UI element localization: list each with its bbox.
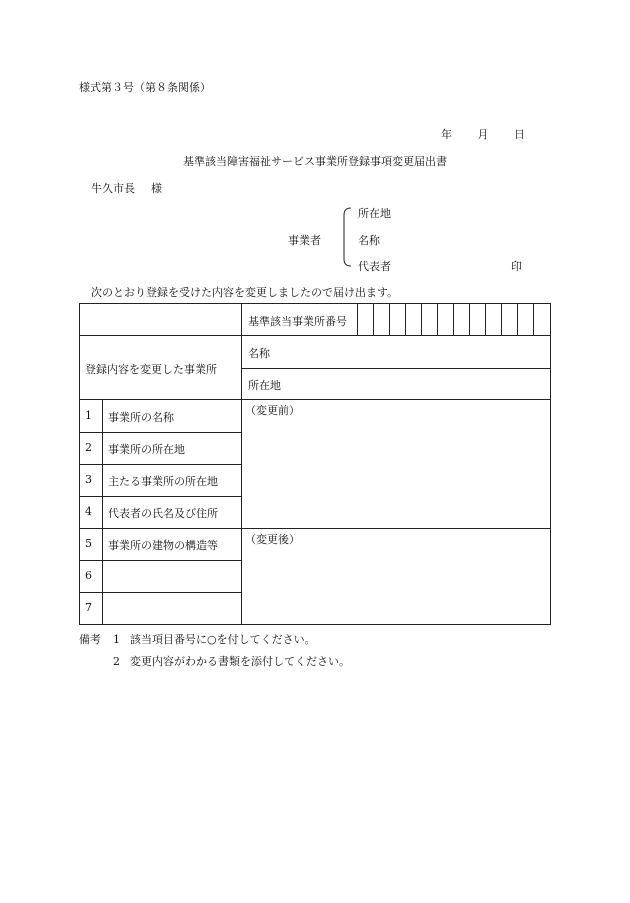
office-number-box-divider <box>469 303 470 335</box>
date-line <box>441 126 525 142</box>
note-text: 該当項目番号に○を付してください。 <box>130 633 316 646</box>
note-number: 1 <box>113 633 120 646</box>
table-rule <box>79 592 241 593</box>
applicant-name-label: 名称 <box>358 234 380 247</box>
item-label: 主たる事業所の所在地 <box>108 475 218 488</box>
applicant-representative-label: 代表者 <box>358 260 391 273</box>
office-number-box-divider <box>357 303 358 335</box>
item-label: 代表者の氏名及び住所 <box>108 507 218 520</box>
office-number-box-divider <box>405 303 406 335</box>
note-number: 2 <box>113 655 120 668</box>
office-location-label: 所在地 <box>248 379 281 392</box>
item-number: 2 <box>85 441 92 454</box>
item-label: 事業所の名称 <box>108 411 174 424</box>
after-change-label: （変更後） <box>245 533 300 546</box>
table-rule <box>79 560 241 561</box>
note-item <box>113 631 316 647</box>
table-rule <box>102 399 103 625</box>
addressee-honorific: 様 <box>151 182 162 195</box>
item-label: 事業所の建物の構造等 <box>108 539 218 552</box>
table-border-top <box>79 303 551 304</box>
office-number-box-divider <box>421 303 422 335</box>
office-number-box-divider <box>373 303 374 335</box>
office-number-box-divider <box>389 303 390 335</box>
item-number: 3 <box>85 473 92 486</box>
office-number-box-divider <box>533 303 534 335</box>
notes-heading: 備考 <box>79 633 101 646</box>
before-change-label: （変更前） <box>245 404 300 417</box>
seal-mark: 印 <box>511 260 522 273</box>
table-rule <box>79 496 241 497</box>
item-number: 1 <box>85 409 92 422</box>
applicant-location-label: 所在地 <box>358 207 391 220</box>
office-number-box-divider <box>485 303 486 335</box>
table-rule <box>79 464 241 465</box>
table-rule <box>241 368 551 369</box>
brace-bracket <box>340 207 352 267</box>
table-rule <box>241 399 242 625</box>
table-rule <box>79 432 241 433</box>
office-number-label: 基準該当事業所番号 <box>248 315 347 328</box>
change-notification-table <box>79 303 551 625</box>
office-number-box-divider <box>453 303 454 335</box>
addressee-name: 牛久市長 <box>91 182 135 195</box>
applicant-label: 事業者 <box>288 234 321 247</box>
table-rule <box>79 335 551 336</box>
table-rule <box>79 399 551 400</box>
table-border-bottom <box>79 624 551 625</box>
statement-text: 次のとおり登録を受けた内容を変更しましたので届け出ます。 <box>91 286 399 299</box>
table-border-right <box>550 303 551 625</box>
item-number: 7 <box>85 601 92 614</box>
office-number-box-divider <box>437 303 438 335</box>
item-number: 4 <box>85 505 92 518</box>
note-text: 変更内容がわかる書類を添付してください。 <box>130 655 350 668</box>
date-day: 日 <box>514 128 525 141</box>
item-label: 事業所の所在地 <box>108 443 185 456</box>
table-border-left <box>79 303 80 625</box>
item-number: 6 <box>85 569 92 582</box>
office-name-label: 名称 <box>248 347 270 360</box>
table-rule <box>241 335 242 399</box>
changed-office-label: 登録内容を変更した事業所 <box>85 363 217 376</box>
date-year: 年 <box>441 128 452 141</box>
form-number: 様式第３号（第８条関係） <box>79 81 211 94</box>
item-number: 5 <box>85 537 92 550</box>
date-month: 月 <box>477 128 489 141</box>
table-rule <box>241 303 242 335</box>
addressee <box>91 180 162 196</box>
table-rule <box>79 528 551 529</box>
note-item <box>113 653 350 669</box>
document-title: 基準該当障害福祉サービス事業所登録事項変更届出書 <box>183 155 447 168</box>
office-number-box-divider <box>501 303 502 335</box>
office-number-box-divider <box>517 303 518 335</box>
